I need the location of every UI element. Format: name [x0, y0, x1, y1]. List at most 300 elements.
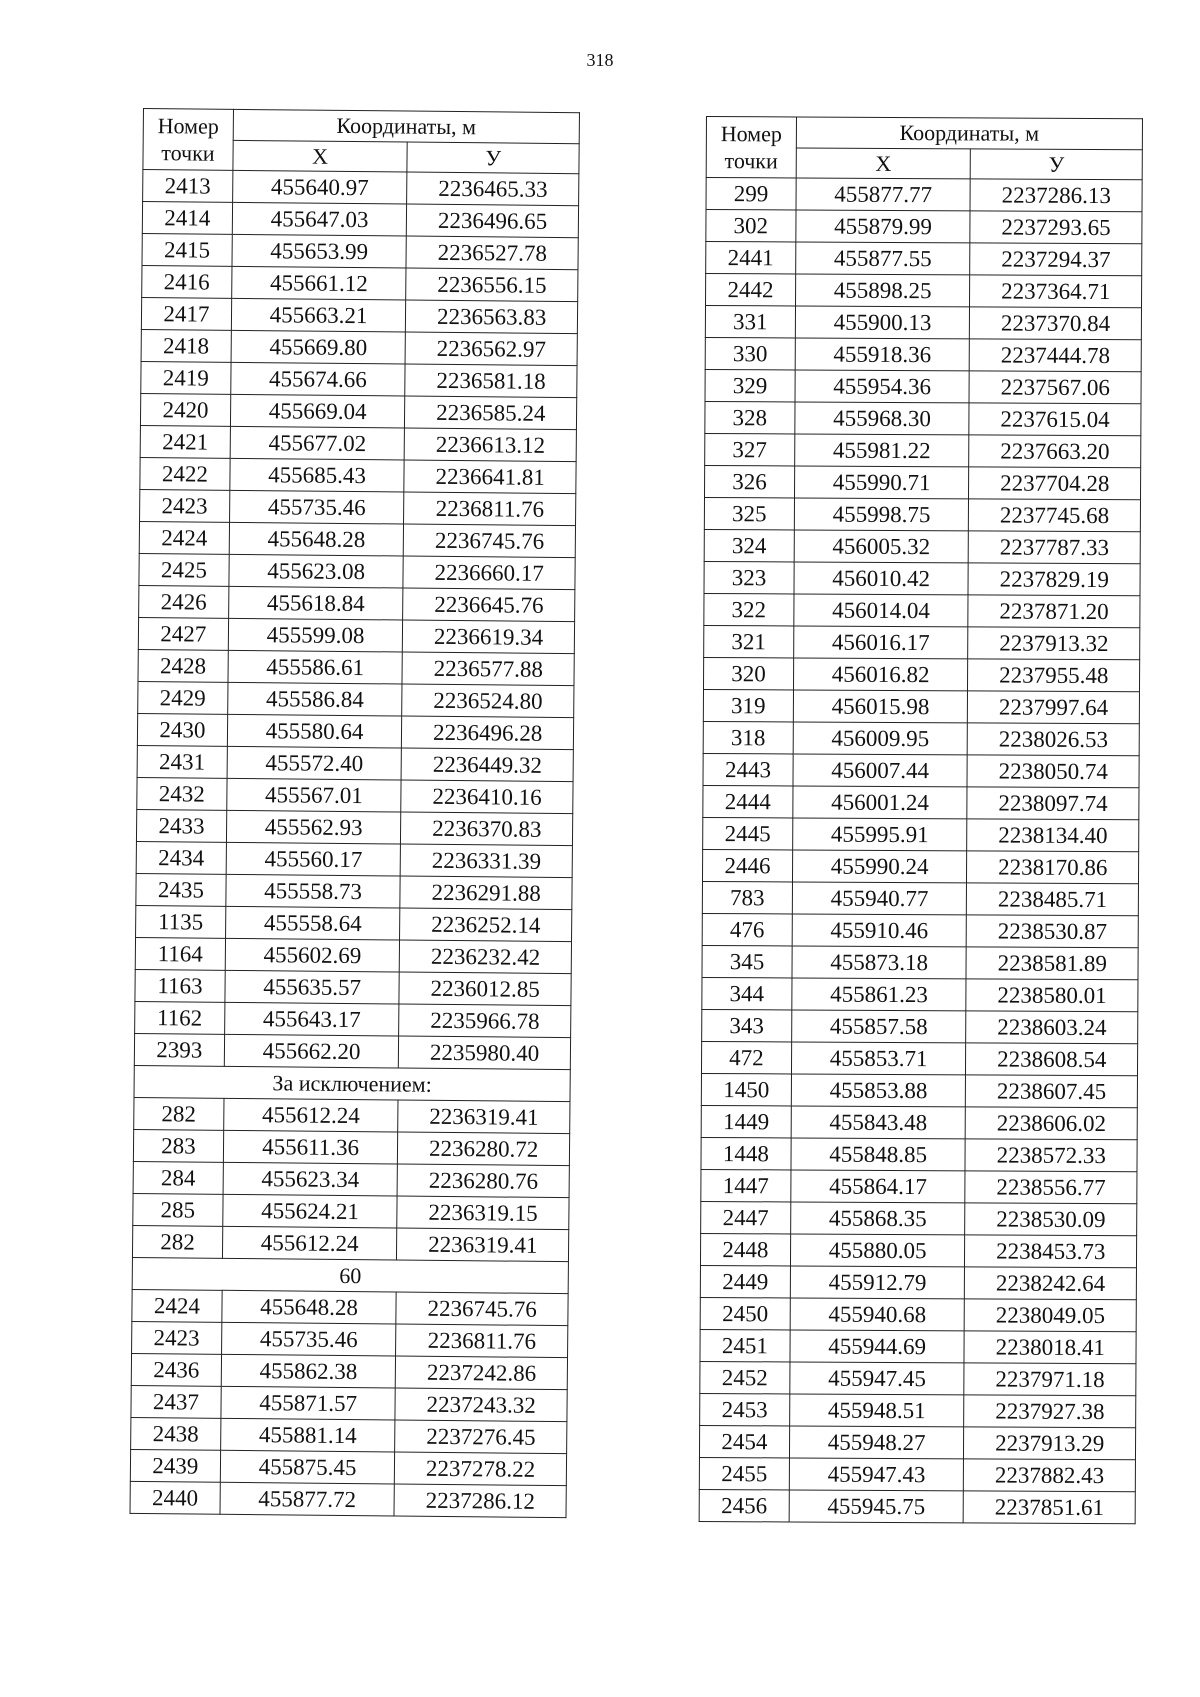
x-coordinate-cell: 456001.24	[793, 786, 968, 819]
point-number-cell: 299	[706, 178, 796, 210]
table-row	[699, 1489, 1135, 1523]
point-number-cell: 2456	[699, 1489, 789, 1521]
point-number-cell: 2424	[132, 1289, 222, 1322]
y-coordinate-cell: 2238580.01	[966, 979, 1138, 1012]
point-number-cell: 2393	[134, 1033, 224, 1066]
point-number-cell: 2455	[699, 1457, 789, 1489]
x-coordinate-cell: 455900.13	[795, 306, 970, 339]
y-coordinate-cell: 2237745.68	[969, 499, 1141, 532]
y-coordinate-cell: 2237913.29	[964, 1427, 1136, 1460]
point-number-cell: 331	[705, 306, 795, 338]
x-coordinate-cell: 455562.93	[226, 810, 401, 844]
table-row	[132, 1321, 568, 1357]
y-coordinate-cell: 2237927.38	[964, 1395, 1136, 1428]
point-number-cell: 2420	[140, 393, 230, 426]
y-coordinate-cell: 2236811.76	[404, 492, 576, 526]
point-number-cell: 282	[134, 1097, 224, 1130]
table-row	[704, 625, 1140, 659]
point-number-cell: 2422	[140, 457, 230, 490]
y-coordinate-cell: 2237278.22	[395, 1452, 567, 1486]
point-number-cell: 282	[132, 1225, 222, 1258]
coordinates-header: Координаты, м	[796, 117, 1142, 149]
x-coordinate-cell: 455662.20	[224, 1034, 399, 1068]
point-number-cell: 322	[704, 593, 794, 625]
table-row	[135, 937, 571, 973]
point-number-cell: 330	[705, 337, 795, 369]
y-coordinate-cell: 2238530.87	[967, 915, 1139, 948]
table-row	[141, 329, 577, 365]
x-coordinate-cell: 456014.04	[794, 594, 969, 627]
point-number-cell: 2423	[132, 1321, 222, 1354]
point-number-cell: 1135	[136, 905, 226, 938]
y-coordinate-cell: 2236232.42	[400, 940, 572, 974]
y-coordinate-cell: 2236641.81	[404, 460, 576, 494]
x-coordinate-cell: 455947.43	[789, 1458, 964, 1491]
y-coordinate-cell: 2238049.05	[965, 1299, 1137, 1332]
table-row	[139, 553, 575, 589]
y-coordinate-cell: 2236012.85	[399, 972, 571, 1006]
x-coordinate-cell: 455648.28	[229, 522, 404, 556]
table-row	[706, 242, 1142, 276]
point-number-cell: 343	[702, 1009, 792, 1041]
point-number-cell: 2439	[130, 1449, 220, 1482]
y-coordinate-cell: 2238026.53	[968, 723, 1140, 756]
point-number-cell: 2447	[701, 1201, 791, 1233]
table-row	[138, 617, 574, 653]
y-coordinate-cell: 2236291.88	[400, 876, 572, 910]
y-coordinate-cell: 2236745.76	[404, 524, 576, 558]
y-coordinate-cell: 2238572.33	[965, 1139, 1137, 1172]
point-number-cell: 2414	[142, 202, 232, 235]
table-row	[702, 977, 1138, 1011]
x-coordinate-cell: 455944.69	[790, 1330, 965, 1363]
point-number-header	[143, 109, 233, 171]
coordinates-header: Координаты, м	[233, 109, 579, 143]
point-number-cell: 2417	[141, 297, 231, 330]
x-coordinate-cell: 455586.61	[228, 650, 403, 684]
y-coordinate-cell: 2236613.12	[404, 428, 576, 462]
y-coordinate-cell: 2237997.64	[968, 691, 1140, 724]
x-coordinate-cell: 455945.75	[789, 1490, 964, 1523]
point-number-header-line1: Номер	[720, 121, 782, 147]
y-coordinate-cell: 2236645.76	[403, 588, 575, 622]
point-number-cell: 2418	[141, 329, 231, 362]
point-number-cell: 2428	[138, 649, 228, 682]
x-coordinate-cell: 455918.36	[795, 338, 970, 371]
x-coordinate-cell: 455661.12	[232, 266, 407, 300]
point-number-cell: 302	[706, 210, 796, 242]
x-coordinate-cell: 455940.77	[792, 882, 967, 915]
y-coordinate-cell: 2238606.02	[966, 1107, 1138, 1140]
table-row	[137, 777, 573, 813]
table-row	[143, 170, 579, 206]
table-row	[703, 689, 1139, 723]
point-number-cell: 283	[133, 1129, 223, 1162]
x-coordinate-cell: 456015.98	[793, 690, 968, 723]
x-coordinate-cell: 455877.77	[796, 178, 971, 211]
y-coordinate-cell: 2238453.73	[965, 1235, 1137, 1268]
table-row	[704, 529, 1140, 563]
x-coordinate-cell: 455848.85	[791, 1138, 966, 1171]
table-row	[142, 265, 578, 301]
x-coordinate-cell: 455560.17	[226, 842, 401, 876]
y-coordinate-cell: 2238608.54	[966, 1043, 1138, 1076]
point-number-cell: 319	[703, 689, 793, 721]
y-coordinate-cell: 2237567.06	[969, 371, 1141, 404]
table-row	[141, 361, 577, 397]
y-coordinate-cell: 2236370.83	[401, 812, 573, 846]
point-number-cell: 2435	[136, 873, 226, 906]
table-row	[136, 809, 572, 845]
y-coordinate-cell: 2236410.16	[401, 780, 573, 814]
y-coordinate-cell: 2237286.12	[394, 1484, 566, 1518]
point-number-cell: 323	[704, 561, 794, 593]
y-coordinate-cell: 2237276.45	[395, 1420, 567, 1454]
point-number-cell: 2451	[700, 1329, 790, 1361]
x-coordinate-cell: 455669.04	[230, 394, 405, 428]
table-row	[702, 849, 1138, 883]
y-coordinate-cell: 2237370.84	[970, 307, 1142, 340]
y-coordinate-cell: 2237871.20	[968, 595, 1140, 628]
x-coordinate-cell: 455653.99	[232, 234, 407, 268]
point-number-cell: 320	[703, 657, 793, 689]
table-row	[132, 1225, 568, 1261]
x-coordinate-cell: 455990.24	[792, 850, 967, 883]
x-coordinate-cell: 455861.23	[792, 978, 967, 1011]
y-coordinate-cell: 2238134.40	[967, 819, 1139, 852]
table-row	[704, 497, 1140, 531]
point-number-cell: 1162	[135, 1001, 225, 1034]
table-row	[136, 873, 572, 909]
x-coordinate-cell: 455998.75	[794, 498, 969, 531]
y-coordinate-cell: 2235980.40	[399, 1036, 571, 1070]
x-coordinate-cell: 455580.64	[227, 714, 402, 748]
right-main-rows	[699, 178, 1142, 1524]
table-row	[139, 585, 575, 621]
y-coordinate-cell: 2236581.18	[405, 364, 577, 398]
x-coordinate-cell: 455635.57	[225, 970, 400, 1004]
coordinates-table-left	[130, 108, 580, 1518]
point-number-cell: 1448	[701, 1137, 791, 1169]
point-number-cell: 326	[705, 465, 795, 497]
table-row	[137, 745, 573, 781]
y-coordinate-cell: 2237787.33	[969, 531, 1141, 564]
x-coordinate-cell: 456009.95	[793, 722, 968, 755]
x-coordinate-cell: 455648.28	[222, 1290, 397, 1324]
point-number-cell: 2424	[139, 521, 229, 554]
point-number-cell: 2421	[140, 425, 230, 458]
y-column-header: У	[407, 142, 579, 174]
y-coordinate-cell: 2236331.39	[400, 844, 572, 878]
exclusion-label: За исключением:	[134, 1065, 570, 1101]
point-number-cell: 2429	[138, 681, 228, 714]
table-row	[703, 657, 1139, 691]
table-row	[701, 1105, 1137, 1139]
table-row	[131, 1385, 567, 1421]
x-coordinate-cell: 455843.48	[791, 1106, 966, 1139]
table-row	[705, 337, 1141, 371]
x-coordinate-cell: 455910.46	[792, 914, 967, 947]
left-main-rows	[134, 170, 579, 1070]
table-row	[134, 1033, 570, 1069]
x-coordinate-cell: 456005.32	[794, 530, 969, 563]
y-coordinate-cell: 2236524.80	[402, 684, 574, 718]
table-row	[140, 425, 576, 461]
point-number-header-line1: Номер	[157, 113, 219, 139]
left-section-rows	[130, 1289, 568, 1517]
point-number-cell: 2423	[140, 489, 230, 522]
x-coordinate-cell: 455868.35	[790, 1202, 965, 1235]
y-coordinate-cell: 2238242.64	[965, 1267, 1137, 1300]
x-coordinate-cell: 455995.91	[792, 818, 967, 851]
x-coordinate-cell: 455599.08	[228, 618, 403, 652]
x-coordinate-cell: 455948.27	[789, 1426, 964, 1459]
table-row	[138, 649, 574, 685]
point-number-cell: 472	[701, 1041, 791, 1073]
y-coordinate-cell: 2238018.41	[964, 1331, 1136, 1364]
point-number-cell: 324	[704, 529, 794, 561]
table-row	[701, 1137, 1137, 1171]
left-exclusion-rows	[132, 1097, 570, 1261]
y-coordinate-cell: 2237242.86	[396, 1356, 568, 1390]
x-coordinate-cell: 456016.82	[793, 658, 968, 691]
table-row	[135, 1001, 571, 1037]
point-number-cell: 2431	[137, 745, 227, 778]
point-number-cell: 2432	[137, 777, 227, 810]
x-coordinate-cell: 456016.17	[793, 626, 968, 659]
table-row	[130, 1481, 566, 1517]
table-row	[139, 521, 575, 557]
point-number-cell: 325	[704, 497, 794, 529]
point-number-cell: 329	[705, 369, 795, 401]
point-number-cell: 2436	[131, 1353, 221, 1386]
table-row	[140, 489, 576, 525]
point-number-cell: 2438	[131, 1417, 221, 1450]
x-coordinate-cell: 455618.84	[228, 586, 403, 620]
x-coordinate-cell: 455643.17	[224, 1002, 399, 1036]
point-number-cell: 1163	[135, 969, 225, 1002]
y-coordinate-cell: 2236280.72	[398, 1132, 570, 1166]
y-coordinate-cell: 2238581.89	[966, 947, 1138, 980]
table-row	[136, 841, 572, 877]
x-coordinate-cell: 455586.84	[228, 682, 403, 716]
section-label: 60	[132, 1257, 568, 1293]
point-number-cell: 327	[705, 433, 795, 465]
x-coordinate-cell: 455898.25	[795, 274, 970, 307]
y-coordinate-cell: 2238556.77	[965, 1171, 1137, 1204]
x-coordinate-cell: 455558.73	[226, 874, 401, 908]
table-row	[702, 913, 1138, 947]
y-coordinate-cell: 2236449.32	[401, 748, 573, 782]
y-coordinate-cell: 2238485.71	[967, 883, 1139, 916]
point-number-cell: 1164	[135, 937, 225, 970]
y-coordinate-cell: 2237971.18	[964, 1363, 1136, 1396]
x-coordinate-cell: 455864.17	[791, 1170, 966, 1203]
x-coordinate-cell: 455735.46	[221, 1322, 396, 1356]
y-coordinate-cell: 2236527.78	[406, 236, 578, 270]
point-number-cell: 2434	[136, 841, 226, 874]
x-coordinate-cell: 455623.08	[229, 554, 404, 588]
x-coordinate-cell: 455877.72	[220, 1482, 395, 1516]
x-coordinate-cell: 455669.80	[231, 330, 406, 364]
y-coordinate-cell: 2237704.28	[969, 467, 1141, 500]
x-coordinate-cell: 456007.44	[793, 754, 968, 787]
table-row	[705, 433, 1141, 467]
x-coordinate-cell: 455912.79	[790, 1266, 965, 1299]
y-coordinate-cell: 2237829.19	[968, 563, 1140, 596]
y-coordinate-cell: 2236496.65	[407, 204, 579, 238]
table-row	[131, 1417, 567, 1453]
table-row	[699, 1425, 1135, 1459]
table-row	[135, 969, 571, 1005]
coordinates-table-right	[699, 116, 1143, 1524]
table-row	[701, 1073, 1137, 1107]
x-coordinate-cell: 455623.34	[223, 1162, 398, 1196]
table-row	[703, 785, 1139, 819]
table-row	[700, 1265, 1136, 1299]
table-row	[703, 753, 1139, 787]
point-number-cell: 2445	[703, 817, 793, 849]
x-coordinate-cell: 456010.42	[794, 562, 969, 595]
y-coordinate-cell: 2237851.61	[963, 1491, 1135, 1524]
point-number-cell: 2449	[700, 1265, 790, 1297]
x-coordinate-cell: 455968.30	[795, 402, 970, 435]
x-coordinate-cell: 455873.18	[792, 946, 967, 979]
table-row	[131, 1353, 567, 1389]
x-coordinate-cell: 455948.51	[789, 1394, 964, 1427]
point-number-cell: 2454	[699, 1425, 789, 1457]
y-coordinate-cell: 2237293.65	[970, 211, 1142, 244]
table-row	[701, 1169, 1137, 1203]
table-row	[132, 1289, 568, 1325]
y-coordinate-cell: 2236585.24	[405, 396, 577, 430]
x-column-header: X	[233, 140, 408, 172]
page-number: 318	[586, 50, 614, 70]
y-coordinate-cell: 2237444.78	[970, 339, 1142, 372]
point-number-header-line2: точки	[161, 140, 215, 166]
table-row	[140, 457, 576, 493]
point-number-cell: 2433	[136, 809, 226, 842]
y-coordinate-cell: 2238170.86	[967, 851, 1139, 884]
table-row	[706, 274, 1142, 308]
x-coordinate-cell: 455612.24	[224, 1098, 399, 1132]
y-coordinate-cell: 2237286.13	[970, 179, 1142, 212]
point-number-cell: 2437	[131, 1385, 221, 1418]
point-number-cell: 2448	[700, 1233, 790, 1265]
y-coordinate-cell: 2236562.97	[405, 332, 577, 366]
point-number-cell: 2427	[138, 617, 228, 650]
x-coordinate-cell: 455880.05	[790, 1234, 965, 1267]
table-row	[142, 202, 578, 238]
y-coordinate-cell: 2237955.48	[968, 659, 1140, 692]
y-coordinate-cell: 2237243.32	[395, 1388, 567, 1422]
y-coordinate-cell: 2238603.24	[966, 1011, 1138, 1044]
table-row	[141, 297, 577, 333]
table-row	[700, 1297, 1136, 1331]
x-coordinate-cell: 455612.24	[222, 1226, 397, 1260]
y-coordinate-cell: 2236319.15	[397, 1196, 569, 1230]
table-row	[700, 1329, 1136, 1363]
point-number-cell: 285	[133, 1193, 223, 1226]
table-row	[702, 1009, 1138, 1043]
table-row	[702, 945, 1138, 979]
y-coordinate-cell: 2236465.33	[407, 172, 579, 206]
point-number-cell: 2425	[139, 553, 229, 586]
table-row	[705, 369, 1141, 403]
point-number-cell: 328	[705, 401, 795, 433]
x-coordinate-cell: 455981.22	[794, 434, 969, 467]
y-coordinate-cell: 2237913.32	[968, 627, 1140, 660]
table-row	[137, 713, 573, 749]
table-row	[706, 178, 1142, 212]
table-row	[700, 1393, 1136, 1427]
table-row	[703, 721, 1139, 755]
table-row	[704, 593, 1140, 627]
point-number-header-line2: точки	[724, 148, 778, 174]
point-number-cell: 2440	[130, 1481, 220, 1514]
point-number-cell: 318	[703, 721, 793, 753]
x-coordinate-cell: 455881.14	[220, 1418, 395, 1452]
point-number-cell: 2416	[142, 265, 232, 298]
table-row	[140, 393, 576, 429]
point-number-cell: 344	[702, 977, 792, 1009]
point-number-cell: 1450	[701, 1073, 791, 1105]
y-coordinate-cell: 2236619.34	[403, 620, 575, 654]
table-row	[134, 1097, 570, 1133]
y-coordinate-cell: 2236280.76	[397, 1164, 569, 1198]
y-coordinate-cell: 2236556.15	[406, 268, 578, 302]
table-row	[702, 881, 1138, 915]
x-coordinate-cell: 455674.66	[231, 362, 406, 396]
y-coordinate-cell: 2235966.78	[399, 1004, 571, 1038]
point-number-cell: 2442	[706, 274, 796, 306]
x-coordinate-cell: 455624.21	[223, 1194, 398, 1228]
table-row	[142, 233, 578, 269]
x-coordinate-cell: 455685.43	[230, 458, 405, 492]
point-number-header	[706, 117, 796, 178]
table-row	[138, 681, 574, 717]
x-coordinate-cell: 455871.57	[221, 1386, 396, 1420]
y-coordinate-cell: 2236496.28	[402, 716, 574, 750]
point-number-cell: 2441	[706, 242, 796, 274]
y-coordinate-cell: 2238050.74	[967, 755, 1139, 788]
y-coordinate-cell: 2237663.20	[969, 435, 1141, 468]
x-coordinate-cell: 455857.58	[791, 1010, 966, 1043]
x-coordinate-cell: 455853.88	[791, 1074, 966, 1107]
point-number-cell: 2444	[703, 785, 793, 817]
y-coordinate-cell: 2238530.09	[965, 1203, 1137, 1236]
y-coordinate-cell: 2236577.88	[402, 652, 574, 686]
y-coordinate-cell: 2238607.45	[966, 1075, 1138, 1108]
x-coordinate-cell: 455640.97	[232, 170, 407, 204]
point-number-cell: 1447	[701, 1169, 791, 1201]
point-number-cell: 476	[702, 913, 792, 945]
point-number-cell: 783	[702, 881, 792, 913]
point-number-cell: 321	[704, 625, 794, 657]
y-coordinate-cell: 2237615.04	[969, 403, 1141, 436]
x-coordinate-cell: 455677.02	[230, 426, 405, 460]
table-row	[133, 1129, 569, 1165]
point-number-cell: 2452	[700, 1361, 790, 1393]
table-row	[701, 1041, 1137, 1075]
y-column-header: У	[971, 148, 1143, 179]
point-number-cell: 284	[133, 1161, 223, 1194]
table-row	[705, 306, 1141, 340]
x-coordinate-cell: 455647.03	[232, 202, 407, 236]
x-coordinate-cell: 455940.68	[790, 1298, 965, 1331]
point-number-cell: 2453	[700, 1393, 790, 1425]
y-coordinate-cell: 2236745.76	[396, 1292, 568, 1326]
